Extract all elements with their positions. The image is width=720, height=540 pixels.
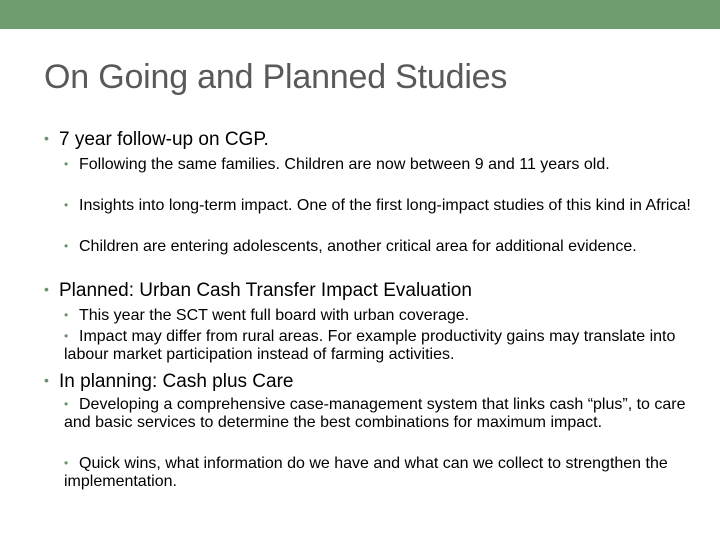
sub-bullet-text: Insights into long-term impact. One of the first long-impact studies of this kind in Africa! — [79, 197, 691, 214]
bullet-dot-icon: • — [64, 329, 69, 343]
sub-bullet-text: This year the SCT went full board with urban coverage. — [79, 307, 470, 324]
sub-bullet-impact-differ — [64, 327, 694, 364]
header-bar — [0, 0, 720, 29]
bullet-dot-icon: • — [64, 456, 69, 470]
bullet-dot-icon: • — [44, 130, 49, 146]
sub-bullet-text: Following the same families. Children are now between 9 and 11 years old. — [79, 156, 610, 173]
bullet-dot-icon: • — [44, 372, 49, 388]
bullet-dot-icon: • — [64, 157, 69, 171]
slide-title: On Going and Planned Studies — [44, 58, 508, 96]
bullet-dot-icon: • — [64, 239, 69, 253]
sub-bullet-adolescents — [64, 237, 694, 256]
bullet-text: Planned: Urban Cash Transfer Impact Evaluation — [59, 280, 472, 301]
sub-bullet-same-families — [64, 155, 694, 174]
sub-bullet-text: Quick wins, what information do we have and what can we collect to strengthen the implementation. — [64, 455, 668, 490]
bullet-text: 7 year follow-up on CGP. — [59, 129, 269, 150]
bullet-urban-cash-transfer — [44, 278, 472, 302]
sub-bullet-quick-wins — [64, 454, 694, 491]
bullet-cgp-followup — [44, 127, 269, 151]
sub-bullet-sct-urban — [64, 306, 694, 325]
bullet-cash-plus-care — [44, 369, 293, 393]
bullet-dot-icon: • — [64, 198, 69, 212]
sub-bullet-text: Developing a comprehensive case-management system that links cash “plus”, to care and basic services to determine the best combinations for maximum impact. — [64, 396, 686, 431]
sub-bullet-text: Children are entering adolescents, another critical area for additional evidence. — [79, 238, 637, 255]
sub-bullet-text: Impact may differ from rural areas. For example productivity gains may translate into labour market participation instead of farming activities. — [64, 328, 676, 363]
bullet-dot-icon: • — [64, 308, 69, 322]
bullet-text: In planning: Cash plus Care — [59, 371, 294, 392]
bullet-dot-icon: • — [44, 281, 49, 297]
sub-bullet-case-management — [64, 395, 694, 432]
sub-bullet-long-term-impact — [64, 196, 694, 215]
bullet-dot-icon: • — [64, 397, 69, 411]
